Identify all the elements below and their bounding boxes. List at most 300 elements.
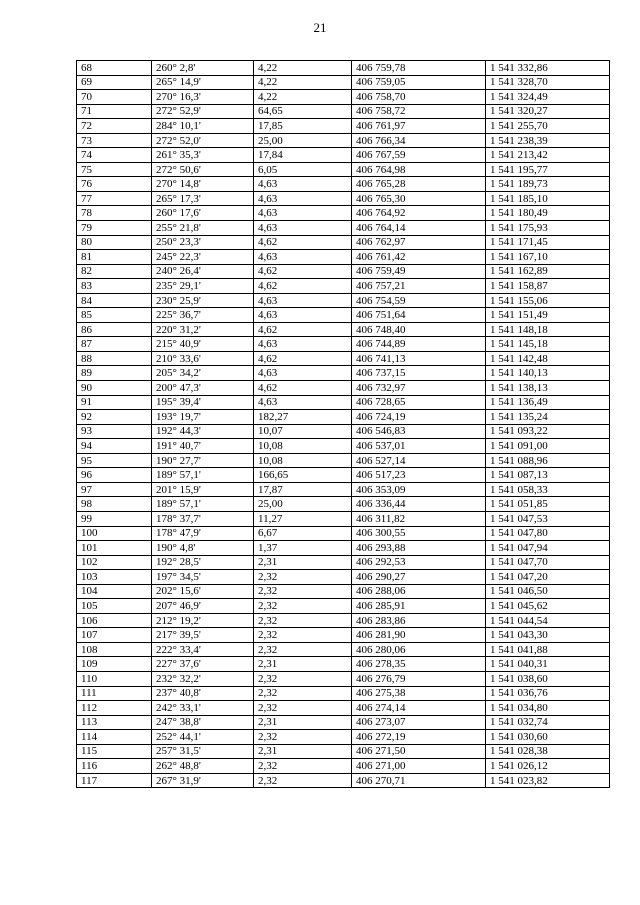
table-row (77, 104, 610, 119)
x-coordinate-cell: 406 748,40 (352, 322, 486, 337)
point-number-cell: 72 (77, 119, 152, 134)
x-coordinate-cell: 406 517,23 (352, 468, 486, 483)
bearing-cell: 178° 47,9' (152, 526, 254, 541)
y-coordinate-cell: 1 541 028,38 (486, 744, 610, 759)
point-number-cell: 99 (77, 511, 152, 526)
point-number-cell: 88 (77, 351, 152, 366)
point-number-cell: 110 (77, 671, 152, 686)
bearing-cell: 201° 15,9' (152, 482, 254, 497)
bearing-cell: 260° 17,6' (152, 206, 254, 221)
bearing-cell: 195° 39,4' (152, 395, 254, 410)
x-coordinate-cell: 406 285,91 (352, 599, 486, 614)
y-coordinate-cell: 1 541 185,10 (486, 191, 610, 206)
bearing-cell: 189° 57,1' (152, 497, 254, 512)
point-number-cell: 104 (77, 584, 152, 599)
x-coordinate-cell: 406 290,27 (352, 570, 486, 585)
distance-cell: 2,31 (254, 715, 352, 730)
y-coordinate-cell: 1 541 195,77 (486, 162, 610, 177)
distance-cell: 2,32 (254, 570, 352, 585)
distance-cell: 4,22 (254, 75, 352, 90)
bearing-cell: 210° 33,6' (152, 351, 254, 366)
table-row (77, 119, 610, 134)
bearing-cell: 193° 19,7' (152, 410, 254, 425)
distance-cell: 4,63 (254, 366, 352, 381)
y-coordinate-cell: 1 541 151,49 (486, 308, 610, 323)
y-coordinate-cell: 1 541 142,48 (486, 351, 610, 366)
distance-cell: 1,37 (254, 541, 352, 556)
bearing-cell: 267° 31,9' (152, 773, 254, 788)
bearing-cell: 284° 10,1' (152, 119, 254, 134)
bearing-cell: 205° 34,2' (152, 366, 254, 381)
point-number-cell: 79 (77, 221, 152, 236)
bearing-cell: 262° 48,8' (152, 759, 254, 774)
distance-cell: 2,32 (254, 686, 352, 701)
distance-cell: 10,08 (254, 453, 352, 468)
x-coordinate-cell: 406 278,35 (352, 657, 486, 672)
distance-cell: 2,32 (254, 584, 352, 599)
x-coordinate-cell: 406 759,05 (352, 75, 486, 90)
table-row (77, 177, 610, 192)
y-coordinate-cell: 1 541 332,86 (486, 61, 610, 76)
distance-cell: 4,63 (254, 308, 352, 323)
bearing-cell: 255° 21,8' (152, 221, 254, 236)
point-number-cell: 69 (77, 75, 152, 90)
distance-cell: 4,63 (254, 221, 352, 236)
y-coordinate-cell: 1 541 047,80 (486, 526, 610, 541)
table-row (77, 497, 610, 512)
bearing-cell: 192° 44,3' (152, 424, 254, 439)
y-coordinate-cell: 1 541 088,96 (486, 453, 610, 468)
distance-cell: 25,00 (254, 497, 352, 512)
y-coordinate-cell: 1 541 044,54 (486, 613, 610, 628)
table-row (77, 148, 610, 163)
table-row (77, 337, 610, 352)
bearing-cell: 197° 34,5' (152, 570, 254, 585)
point-number-cell: 85 (77, 308, 152, 323)
point-number-cell: 68 (77, 61, 152, 76)
point-number-cell: 91 (77, 395, 152, 410)
y-coordinate-cell: 1 541 175,93 (486, 221, 610, 236)
y-coordinate-cell: 1 541 255,70 (486, 119, 610, 134)
table-row (77, 133, 610, 148)
y-coordinate-cell: 1 541 328,70 (486, 75, 610, 90)
x-coordinate-cell: 406 311,82 (352, 511, 486, 526)
table-row (77, 235, 610, 250)
y-coordinate-cell: 1 541 135,24 (486, 410, 610, 425)
y-coordinate-cell: 1 541 148,18 (486, 322, 610, 337)
x-coordinate-cell: 406 276,79 (352, 671, 486, 686)
table-row (77, 75, 610, 90)
distance-cell: 2,31 (254, 744, 352, 759)
point-number-cell: 76 (77, 177, 152, 192)
table-row (77, 701, 610, 716)
x-coordinate-cell: 406 767,59 (352, 148, 486, 163)
distance-cell: 2,32 (254, 671, 352, 686)
bearing-cell: 240° 26,4' (152, 264, 254, 279)
point-number-cell: 87 (77, 337, 152, 352)
x-coordinate-cell: 406 353,09 (352, 482, 486, 497)
table-row (77, 759, 610, 774)
distance-cell: 10,08 (254, 439, 352, 454)
table-row (77, 657, 610, 672)
x-coordinate-cell: 406 758,72 (352, 104, 486, 119)
point-number-cell: 80 (77, 235, 152, 250)
table-row (77, 482, 610, 497)
table-row (77, 555, 610, 570)
coordinates-table-body (77, 61, 610, 788)
point-number-cell: 112 (77, 701, 152, 716)
point-number-cell: 117 (77, 773, 152, 788)
distance-cell: 10,07 (254, 424, 352, 439)
point-number-cell: 86 (77, 322, 152, 337)
y-coordinate-cell: 1 541 045,62 (486, 599, 610, 614)
distance-cell: 4,22 (254, 61, 352, 76)
y-coordinate-cell: 1 541 043,30 (486, 628, 610, 643)
distance-cell: 4,62 (254, 264, 352, 279)
x-coordinate-cell: 406 281,90 (352, 628, 486, 643)
point-number-cell: 114 (77, 730, 152, 745)
table-row (77, 162, 610, 177)
distance-cell: 6,05 (254, 162, 352, 177)
x-coordinate-cell: 406 293,88 (352, 541, 486, 556)
table-row (77, 90, 610, 105)
point-number-cell: 95 (77, 453, 152, 468)
y-coordinate-cell: 1 541 155,06 (486, 293, 610, 308)
distance-cell: 2,32 (254, 599, 352, 614)
x-coordinate-cell: 406 292,53 (352, 555, 486, 570)
distance-cell: 2,32 (254, 730, 352, 745)
x-coordinate-cell: 406 732,97 (352, 381, 486, 396)
point-number-cell: 107 (77, 628, 152, 643)
point-number-cell: 96 (77, 468, 152, 483)
point-number-cell: 106 (77, 613, 152, 628)
distance-cell: 4,63 (254, 395, 352, 410)
x-coordinate-cell: 406 761,42 (352, 250, 486, 265)
x-coordinate-cell: 406 764,98 (352, 162, 486, 177)
point-number-cell: 83 (77, 279, 152, 294)
x-coordinate-cell: 406 744,89 (352, 337, 486, 352)
table-row (77, 613, 610, 628)
bearing-cell: 202° 15,6' (152, 584, 254, 599)
bearing-cell: 270° 16,3' (152, 90, 254, 105)
point-number-cell: 109 (77, 657, 152, 672)
distance-cell: 64,65 (254, 104, 352, 119)
x-coordinate-cell: 406 754,59 (352, 293, 486, 308)
bearing-cell: 272° 52,0' (152, 133, 254, 148)
point-number-cell: 98 (77, 497, 152, 512)
x-coordinate-cell: 406 761,97 (352, 119, 486, 134)
distance-cell: 17,85 (254, 119, 352, 134)
table-row (77, 599, 610, 614)
y-coordinate-cell: 1 541 036,76 (486, 686, 610, 701)
distance-cell: 4,62 (254, 381, 352, 396)
x-coordinate-cell: 406 751,64 (352, 308, 486, 323)
table-row (77, 381, 610, 396)
point-number-cell: 93 (77, 424, 152, 439)
bearing-cell: 200° 47,3' (152, 381, 254, 396)
coordinates-table (76, 60, 610, 788)
point-number-cell: 105 (77, 599, 152, 614)
y-coordinate-cell: 1 541 091,00 (486, 439, 610, 454)
point-number-cell: 103 (77, 570, 152, 585)
y-coordinate-cell: 1 541 324,49 (486, 90, 610, 105)
table-row (77, 671, 610, 686)
y-coordinate-cell: 1 541 087,13 (486, 468, 610, 483)
x-coordinate-cell: 406 271,00 (352, 759, 486, 774)
distance-cell: 2,32 (254, 773, 352, 788)
distance-cell: 4,62 (254, 235, 352, 250)
distance-cell: 4,63 (254, 250, 352, 265)
x-coordinate-cell: 406 762,97 (352, 235, 486, 250)
table-row (77, 308, 610, 323)
point-number-cell: 108 (77, 642, 152, 657)
table-row (77, 410, 610, 425)
x-coordinate-cell: 406 757,21 (352, 279, 486, 294)
table-row (77, 744, 610, 759)
y-coordinate-cell: 1 541 030,60 (486, 730, 610, 745)
bearing-cell: 189° 57,1' (152, 468, 254, 483)
x-coordinate-cell: 406 724,19 (352, 410, 486, 425)
y-coordinate-cell: 1 541 026,12 (486, 759, 610, 774)
table-row (77, 570, 610, 585)
y-coordinate-cell: 1 541 034,80 (486, 701, 610, 716)
point-number-cell: 82 (77, 264, 152, 279)
bearing-cell: 265° 14,9' (152, 75, 254, 90)
table-row (77, 686, 610, 701)
x-coordinate-cell: 406 280,06 (352, 642, 486, 657)
distance-cell: 4,63 (254, 293, 352, 308)
bearing-cell: 247° 38,8' (152, 715, 254, 730)
y-coordinate-cell: 1 541 040,31 (486, 657, 610, 672)
point-number-cell: 70 (77, 90, 152, 105)
bearing-cell: 272° 52,9' (152, 104, 254, 119)
y-coordinate-cell: 1 541 189,73 (486, 177, 610, 192)
y-coordinate-cell: 1 541 046,50 (486, 584, 610, 599)
table-row (77, 584, 610, 599)
point-number-cell: 73 (77, 133, 152, 148)
x-coordinate-cell: 406 270,71 (352, 773, 486, 788)
y-coordinate-cell: 1 541 047,94 (486, 541, 610, 556)
bearing-cell: 272° 50,6' (152, 162, 254, 177)
x-coordinate-cell: 406 741,13 (352, 351, 486, 366)
x-coordinate-cell: 406 336,44 (352, 497, 486, 512)
point-number-cell: 116 (77, 759, 152, 774)
bearing-cell: 270° 14,8' (152, 177, 254, 192)
bearing-cell: 242° 33,1' (152, 701, 254, 716)
point-number-cell: 89 (77, 366, 152, 381)
table-row (77, 250, 610, 265)
y-coordinate-cell: 1 541 158,87 (486, 279, 610, 294)
bearing-cell: 227° 37,6' (152, 657, 254, 672)
distance-cell: 2,31 (254, 657, 352, 672)
distance-cell: 25,00 (254, 133, 352, 148)
distance-cell: 4,62 (254, 322, 352, 337)
x-coordinate-cell: 406 728,65 (352, 395, 486, 410)
y-coordinate-cell: 1 541 162,89 (486, 264, 610, 279)
point-number-cell: 77 (77, 191, 152, 206)
point-number-cell: 115 (77, 744, 152, 759)
bearing-cell: 220° 31,2' (152, 322, 254, 337)
point-number-cell: 113 (77, 715, 152, 730)
point-number-cell: 84 (77, 293, 152, 308)
table-row (77, 351, 610, 366)
y-coordinate-cell: 1 541 145,18 (486, 337, 610, 352)
distance-cell: 2,31 (254, 555, 352, 570)
distance-cell: 2,32 (254, 613, 352, 628)
y-coordinate-cell: 1 541 051,85 (486, 497, 610, 512)
table-row (77, 191, 610, 206)
y-coordinate-cell: 1 541 140,13 (486, 366, 610, 381)
y-coordinate-cell: 1 541 136,49 (486, 395, 610, 410)
table-row (77, 453, 610, 468)
bearing-cell: 190° 4,8' (152, 541, 254, 556)
point-number-cell: 92 (77, 410, 152, 425)
bearing-cell: 232° 32,2' (152, 671, 254, 686)
y-coordinate-cell: 1 541 171,45 (486, 235, 610, 250)
bearing-cell: 237° 40,8' (152, 686, 254, 701)
x-coordinate-cell: 406 271,50 (352, 744, 486, 759)
x-coordinate-cell: 406 274,14 (352, 701, 486, 716)
distance-cell: 2,32 (254, 628, 352, 643)
bearing-cell: 222° 33,4' (152, 642, 254, 657)
distance-cell: 2,32 (254, 701, 352, 716)
y-coordinate-cell: 1 541 047,20 (486, 570, 610, 585)
x-coordinate-cell: 406 765,30 (352, 191, 486, 206)
x-coordinate-cell: 406 758,70 (352, 90, 486, 105)
bearing-cell: 250° 23,3' (152, 235, 254, 250)
table-row (77, 279, 610, 294)
table-row (77, 468, 610, 483)
point-number-cell: 94 (77, 439, 152, 454)
bearing-cell: 260° 2,8' (152, 61, 254, 76)
bearing-cell: 192° 28,5' (152, 555, 254, 570)
table-row (77, 293, 610, 308)
bearing-cell: 178° 37,7' (152, 511, 254, 526)
bearing-cell: 235° 29,1' (152, 279, 254, 294)
bearing-cell: 215° 40,9' (152, 337, 254, 352)
x-coordinate-cell: 406 764,92 (352, 206, 486, 221)
table-row (77, 439, 610, 454)
table-row (77, 206, 610, 221)
point-number-cell: 81 (77, 250, 152, 265)
distance-cell: 166,65 (254, 468, 352, 483)
bearing-cell: 225° 36,7' (152, 308, 254, 323)
table-row (77, 395, 610, 410)
point-number-cell: 78 (77, 206, 152, 221)
table-row (77, 264, 610, 279)
bearing-cell: 257° 31,5' (152, 744, 254, 759)
bearing-cell: 265° 17,3' (152, 191, 254, 206)
point-number-cell: 75 (77, 162, 152, 177)
distance-cell: 4,62 (254, 351, 352, 366)
bearing-cell: 190° 27,7' (152, 453, 254, 468)
bearing-cell: 230° 25,9' (152, 293, 254, 308)
y-coordinate-cell: 1 541 041,88 (486, 642, 610, 657)
bearing-cell: 212° 19,2' (152, 613, 254, 628)
table-row (77, 730, 610, 745)
point-number-cell: 71 (77, 104, 152, 119)
y-coordinate-cell: 1 541 058,33 (486, 482, 610, 497)
x-coordinate-cell: 406 275,38 (352, 686, 486, 701)
x-coordinate-cell: 406 300,55 (352, 526, 486, 541)
distance-cell: 17,84 (254, 148, 352, 163)
distance-cell: 4,63 (254, 177, 352, 192)
table-row (77, 366, 610, 381)
y-coordinate-cell: 1 541 032,74 (486, 715, 610, 730)
y-coordinate-cell: 1 541 213,42 (486, 148, 610, 163)
distance-cell: 11,27 (254, 511, 352, 526)
bearing-cell: 245° 22,3' (152, 250, 254, 265)
x-coordinate-cell: 406 737,15 (352, 366, 486, 381)
x-coordinate-cell: 406 537,01 (352, 439, 486, 454)
y-coordinate-cell: 1 541 320,27 (486, 104, 610, 119)
x-coordinate-cell: 406 765,28 (352, 177, 486, 192)
distance-cell: 4,63 (254, 337, 352, 352)
table-row (77, 221, 610, 236)
y-coordinate-cell: 1 541 038,60 (486, 671, 610, 686)
x-coordinate-cell: 406 759,49 (352, 264, 486, 279)
x-coordinate-cell: 406 273,07 (352, 715, 486, 730)
distance-cell: 17,87 (254, 482, 352, 497)
y-coordinate-cell: 1 541 047,53 (486, 511, 610, 526)
distance-cell: 4,22 (254, 90, 352, 105)
y-coordinate-cell: 1 541 138,13 (486, 381, 610, 396)
x-coordinate-cell: 406 527,14 (352, 453, 486, 468)
table-row (77, 541, 610, 556)
table-row (77, 61, 610, 76)
table-row (77, 322, 610, 337)
x-coordinate-cell: 406 759,78 (352, 61, 486, 76)
distance-cell: 2,32 (254, 759, 352, 774)
x-coordinate-cell: 406 288,06 (352, 584, 486, 599)
bearing-cell: 191° 40,7' (152, 439, 254, 454)
table-row (77, 715, 610, 730)
page-number: 21 (313, 20, 327, 35)
distance-cell: 4,63 (254, 191, 352, 206)
bearing-cell: 217° 39,5' (152, 628, 254, 643)
distance-cell: 182,27 (254, 410, 352, 425)
x-coordinate-cell: 406 272,19 (352, 730, 486, 745)
bearing-cell: 207° 46,9' (152, 599, 254, 614)
bearing-cell: 252° 44,1' (152, 730, 254, 745)
table-row (77, 526, 610, 541)
y-coordinate-cell: 1 541 238,39 (486, 133, 610, 148)
x-coordinate-cell: 406 546,83 (352, 424, 486, 439)
x-coordinate-cell: 406 766,34 (352, 133, 486, 148)
y-coordinate-cell: 1 541 167,10 (486, 250, 610, 265)
table-row (77, 642, 610, 657)
distance-cell: 4,62 (254, 279, 352, 294)
x-coordinate-cell: 406 764,14 (352, 221, 486, 236)
point-number-cell: 74 (77, 148, 152, 163)
bearing-cell: 261° 35,3' (152, 148, 254, 163)
point-number-cell: 101 (77, 541, 152, 556)
distance-cell: 2,32 (254, 642, 352, 657)
x-coordinate-cell: 406 283,86 (352, 613, 486, 628)
table-row (77, 628, 610, 643)
y-coordinate-cell: 1 541 047,70 (486, 555, 610, 570)
table-row (77, 511, 610, 526)
table-row (77, 773, 610, 788)
distance-cell: 4,63 (254, 206, 352, 221)
point-number-cell: 100 (77, 526, 152, 541)
table-row (77, 424, 610, 439)
point-number-cell: 111 (77, 686, 152, 701)
distance-cell: 6,67 (254, 526, 352, 541)
y-coordinate-cell: 1 541 093,22 (486, 424, 610, 439)
y-coordinate-cell: 1 541 023,82 (486, 773, 610, 788)
y-coordinate-cell: 1 541 180,49 (486, 206, 610, 221)
